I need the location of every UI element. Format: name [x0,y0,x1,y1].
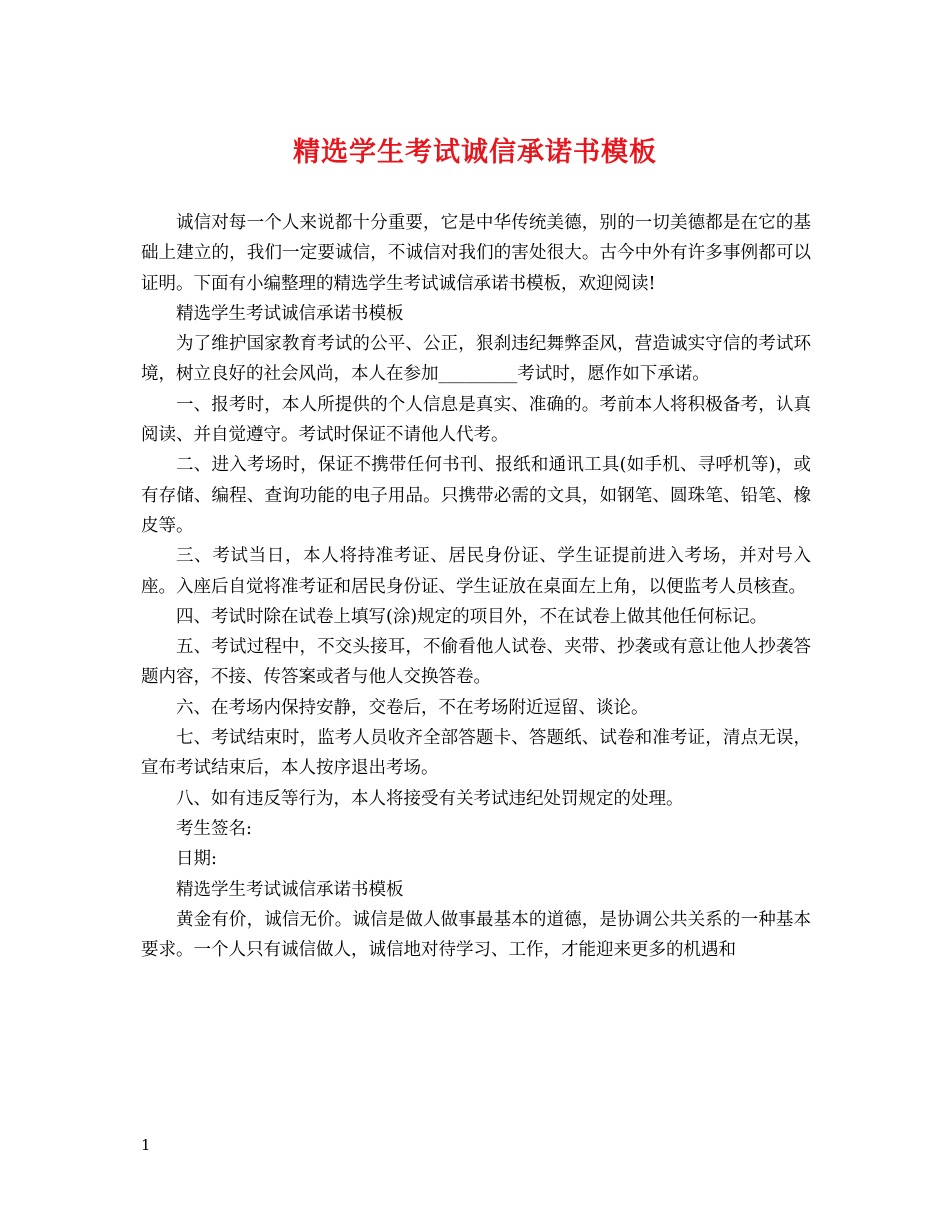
closing-paragraph: 黄金有价，诚信无价。诚信是做人做事最基本的道德，是协调公共关系的一种基本要求。一个人只有诚信做人，诚信地对待学习、工作，才能迎来更多的机遇和 [141,909,811,961]
pledge-item-3: 三、考试当日，本人将持准考证、居民身份证、学生证提前进入考场，并对号入座。入座后自觉将准考证和居民身份证、学生证放在桌面左上角，以便监考人员核查。 [141,546,811,597]
page-number: 1 [141,1136,151,1154]
pledge-intro-paragraph: 为了维护国家教育考试的公平、公正，狠刹违纪舞弊歪风，营造诚实守信的考试环境，树立良好的社会风尚，本人在参加_________考试时，愿作如下承诺。 [141,334,811,385]
pledge-item-8: 八、如有违反等行为，本人将接受有关考试违纪处罚规定的处理。 [176,788,684,809]
signature-line: 考生签名: [176,818,252,839]
section-heading: 精选学生考试诚信承诺书模板 [176,303,404,324]
pledge-item-2: 二、进入考场时，保证不携带任何书刊、报纸和通讯工具(如手机、寻呼机等)，或有存储、编程、查询功能的电子用品。只携带必需的文具，如钢笔、圆珠笔、铅笔、橡皮等。 [141,455,811,536]
document-body [141,208,811,965]
document-title: 精选学生考试诚信承诺书模板 [293,137,657,168]
pledge-item-4: 四、考试时除在试卷上填写(涂)规定的项目外，不在试卷上做其他任何标记。 [176,606,768,627]
pledge-item-5: 五、考试过程中，不交头接耳，不偷看他人试卷、夹带、抄袭或有意让他人抄袭答题内容，不接、传答案或者与他人交换答卷。 [141,637,811,688]
pledge-item-6: 六、在考场内保持安静，交卷后，不在考场附近逗留、谈论。 [176,697,649,718]
intro-paragraph: 诚信对每一个人来说都十分重要，它是中华传统美德，别的一切美德都是在它的基础上建立的，我们一定要诚信，不诚信对我们的害处很大。古今中外有许多事例都可以证明。下面有小编整理的精选学生考试诚信承诺书模板，欢迎阅读! [141,213,811,294]
date-line: 日期: [176,849,217,870]
pledge-item-1: 一、报考时，本人所提供的个人信息是真实、准确的。考前本人将积极备考，认真阅读、并自觉遵守。考试时保证不请他人代考。 [141,394,811,446]
pledge-item-7: 七、考试结束时，监考人员收齐全部答题卡、答题纸、试卷和准考证，清点无误，宣布考试结束后，本人按序退出考场。 [141,728,811,779]
section-heading-2: 精选学生考试诚信承诺书模板 [176,879,404,900]
